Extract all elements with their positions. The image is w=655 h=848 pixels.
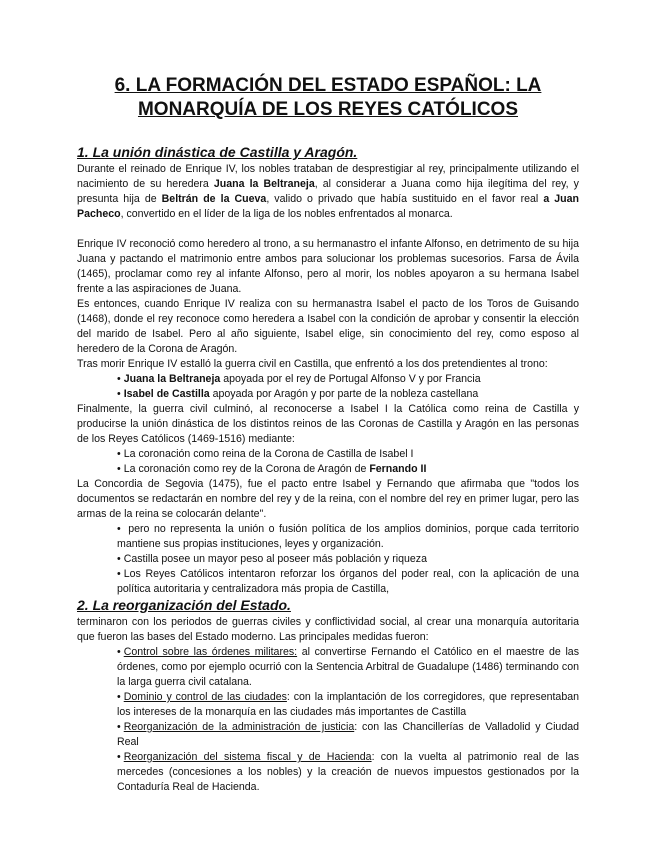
bullet-icon: • [117, 553, 121, 565]
section-1-paragraph-4: Tras morir Enrique IV estalló la guerra civil en Castilla, que enfrentó a los dos pretendientes al trono: [77, 358, 548, 370]
text-run: : con la implantación de los corregidores, que representaban los intereses de la monarquía en las ciudades más importantes de Castilla [117, 691, 579, 718]
spacer [77, 222, 579, 237]
bullet-icon: • [117, 721, 121, 733]
concordia-notes-list [77, 522, 579, 597]
text-run: apoyada por el rey de Portugal Alfonso V y por Francia [220, 373, 481, 385]
text-run: , convertido en el líder de la liga de los nobles enfrentados al monarca. [120, 208, 453, 220]
list-item [117, 372, 579, 387]
list-item [117, 522, 579, 552]
list-item [117, 720, 579, 750]
text-run: La coronación como rey de la Corona de Aragón de [123, 463, 370, 475]
bullet-icon: • [117, 646, 121, 658]
list-item [117, 750, 579, 795]
section-1 [77, 144, 579, 597]
list-item [117, 447, 579, 462]
bold-run: Beltrán de la Cueva [161, 193, 267, 205]
section-1-paragraph-5: Finalmente, la guerra civil culminó, al reconocerse a Isabel I la Católica como reina de Castilla y producirse la unión dinástica de los distintos reinos de las Coronas de Castilla y Aragón en las personas de los Reyes Católicos (1469-1516) mediante: [77, 403, 579, 445]
section-1-paragraph-2: Enrique IV reconoció como heredero al trono, a su hermanastro el infante Alfonso, en detrimento de su hija Juana y pactando el matrimonio entre ambos para solucionar los problemas sucesorios. Farsa de Ávila (1465), proclamar como rey al infante Alfonso, pero al morir, los nobles apoyaron a su hermana Isabel frente a las aspiraciones de Juana. [77, 238, 579, 295]
bullet-icon: • [117, 388, 121, 400]
list-item [117, 462, 579, 477]
bold-run: Juana la Beltraneja [213, 178, 315, 190]
text-run: La coronación como reina de la Corona de Castilla de Isabel I [123, 448, 414, 460]
section-1-heading: 1. La unión dinástica de Castilla y Aragón. [77, 144, 358, 160]
coronations-list [77, 447, 579, 477]
text-run: Castilla posee un mayor peso al poseer más población y riqueza [123, 553, 427, 565]
list-item [117, 387, 579, 402]
underlined-run: Control sobre las órdenes militares: [123, 646, 298, 658]
list-item [117, 645, 579, 690]
text-run: pero no representa la unión o fusión política de los amplios dominios, porque cada territorio mantiene sus propias instituciones, leyes y organización. [117, 523, 579, 550]
bullet-icon: • [117, 691, 121, 703]
bold-run: a Juan Pacheco [77, 193, 579, 220]
bullet-icon: • [117, 448, 121, 460]
section-1-paragraph-3: Es entonces, cuando Enrique IV realiza con su hermanastra Isabel el pacto de los Toros de Guisando (1468), donde el rey reconoce como heredera a Isabel con la condición de aprobar y consentir la elección del marido de Isabel. Pero al año siguiente, Isabel elige, sin conocimiento del rey, como esposo al heredero de la Corona de Aragón. [77, 298, 579, 355]
underlined-run: Dominio y control de las ciudades [123, 691, 287, 703]
list-item [117, 567, 579, 597]
underlined-run: Reorganización del sistema fiscal y de Hacienda [123, 751, 372, 763]
list-item [117, 552, 579, 567]
bold-run: Fernando II [369, 463, 427, 475]
bold-run: Juana la Beltraneja [123, 373, 221, 385]
bold-run: Isabel de Castilla [123, 388, 210, 400]
measures-list [77, 645, 579, 795]
text-run: Durante el reinado de Enrique IV, los nobles trataban de desprestigiar al rey, principalmente utilizando el nacimiento de su heredera [77, 163, 579, 190]
section-2-paragraph-1: terminaron con los periodos de guerras civiles y conflictividad social, al crear una monarquía autoritaria que fueron las bases del Estado moderno. Las principales medidas fueron: [77, 616, 579, 643]
bullet-icon: • [117, 523, 121, 535]
text-run: Los Reyes Católicos intentaron reforzar los órganos del poder real, con la aplicación de una política autoritaria y centralizadora más propia de Castilla, [117, 568, 579, 595]
bullet-icon: • [117, 751, 121, 763]
section-1-paragraph-6: La Concordia de Segovia (1475), fue el pacto entre Isabel y Fernando que afirmaba que "todos los documentos se redactarán en nombre del rey y de la reina, con el nombre del rey en primer lugar, pero las armas de la reina se colocarán delante". [77, 478, 579, 520]
text-run: : con la vuelta al patrimonio real de las mercedes (concesiones a los nobles) y la creación de nuevos impuestos gestionados por la Contaduría Real de Hacienda. [117, 751, 579, 793]
title-line-2: MONARQUÍA DE LOS REYES CATÓLICOS [137, 99, 519, 120]
list-item [117, 690, 579, 720]
text-run: al convertirse Fernando el Católico en el maestre de las órdenes, como por ejemplo ocurrió con la Sentencia Arbitral de Guadalupe (1486) terminando con la larga guerra civil catalana. [117, 646, 579, 688]
section-2-heading: 2. La reorganización del Estado. [77, 597, 291, 613]
page-title [77, 74, 579, 122]
section-2 [77, 597, 579, 795]
text-run: apoyada por Aragón y por parte de la nobleza castellana [209, 388, 479, 400]
pretenders-list [77, 372, 579, 402]
title-line-1: 6. LA FORMACIÓN DEL ESTADO ESPAÑOL: LA [114, 75, 542, 96]
underlined-run: Reorganización de la administración de justicia [123, 721, 355, 733]
text-run: , al considerar a Juana como hija ilegítima del rey, y presunta hija de [77, 178, 579, 205]
bullet-icon: • [117, 463, 121, 475]
section-1-paragraph-1 [77, 162, 579, 222]
bullet-icon: • [117, 373, 121, 385]
text-run: : con las Chancillerías de Valladolid y Ciudad Real [117, 721, 579, 748]
text-run: , valido o privado que había sustituido en el favor real [266, 193, 544, 205]
bullet-icon: • [117, 568, 121, 580]
